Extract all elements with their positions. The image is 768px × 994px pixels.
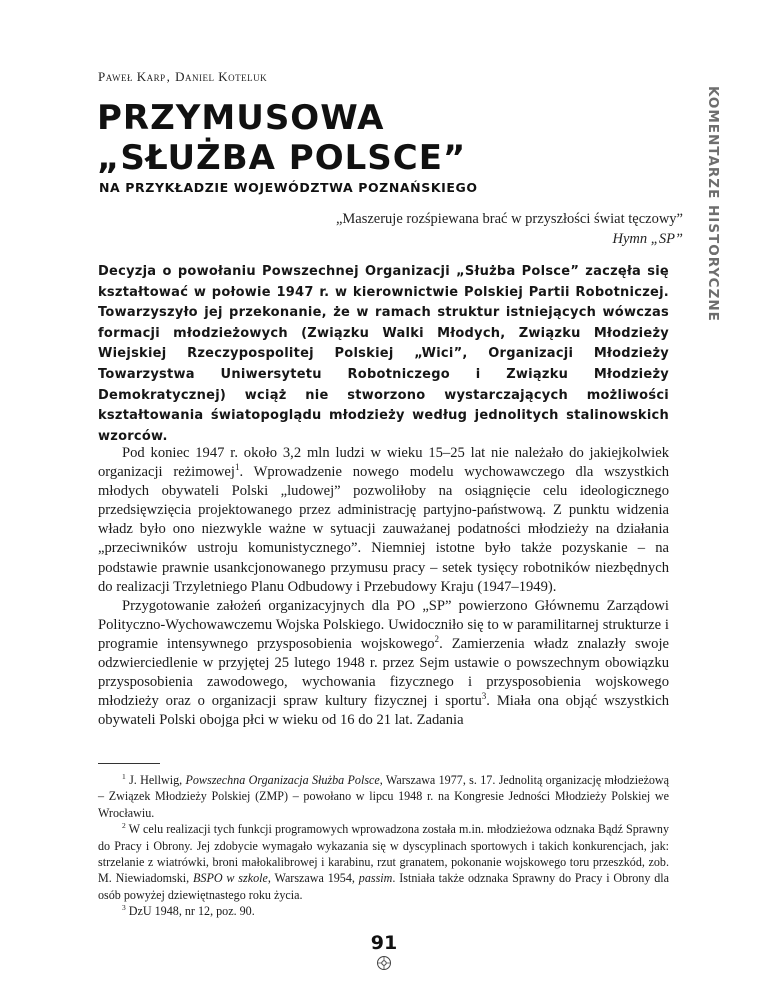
- footnote-number: 3: [122, 903, 126, 913]
- page-number: 91: [370, 932, 398, 954]
- title-line-2: „SŁUŻBA POLSCE”: [97, 138, 467, 178]
- footnote-2: [98, 821, 669, 903]
- author-2: Daniel Koteluk: [175, 69, 268, 84]
- title-line-1: PRZYMUSOWA: [97, 98, 385, 138]
- body-text-run: . Miała ona objąć wszystkich obywateli Polski obojga płci w wieku od 16 do 21 lat. Zadania: [98, 693, 670, 729]
- footnote-title: Powszechna Organizacja Służba Polsce: [185, 773, 380, 787]
- footnote-text: , Warszawa 1954,: [267, 871, 359, 886]
- section-side-label: KOMENTARZE HISTORYCZNE: [705, 86, 721, 322]
- author-separator: ,: [166, 69, 175, 84]
- footnote-title: BSPO w szkole: [193, 871, 268, 886]
- authors-line: [98, 69, 267, 85]
- article-subtitle: NA PRZYKŁADZIE WOJEWÓDZTWA POZNAŃSKIEGO: [99, 180, 478, 195]
- footnote-text: W celu realizacji tych funkcji programowych wprowadzona została m.in. młodzieżowa odznaka Bądź Sprawny do Pracy i Obrony. Jej zdobycie wymagało wykazania się w dyscyplinach sportowych i takich konkurencjach, jak: strzelanie z wiatrówki, broni małokalibrowej i karabinu, rzut granatem, pokonanie wojskowego toru przeszkód, zob. M. Niewiadomski,: [98, 822, 670, 886]
- footnote-divider: [98, 763, 160, 764]
- body-text-run: . Wprowadzenie nowego modelu wychowawczego dla wszystkich młodych obywateli Polski „ludowej” pozwoliłoby na osiągnięcie celu ideologicznego przedsięwzięcia projektowanego przez administrację partyjno-państwową. Z punktu widzenia władz było ono niezwykle ważne w sytuacji zauważanej podatności młodzieży na działania „przeciwników ustroju komunistycznego”. Niemniej istotne było także pozyskanie – na podstawie prawnie usankcjonowanego przymusu pracy – setek tysięcy robotników niezbędnych do realizacji Trzyletniego Planu Odbudowy i Przebudowy Kraju (1947–1949).: [98, 464, 669, 595]
- lead-paragraph: Decyzja o powołaniu Powszechnej Organizacji „Służba Polsce” zaczęła się kształtować w połowie 1947 r. w kierownictwie Polskiej Partii Robotniczej. Towarzyszyło jej przekonanie, że w ramach struktur istniejących wówczas formacji młodzieżowych (Związku Walki Młodych, Związku Młodzieży Wiejskiej Rzeczypospolitej Polskiej „Wici”, Organizacji Młodzieży Towarzystwa Uniwersytetu Robotniczego i Związku Młodzieży Demokratycznej) wciąż nie stworzono wystarczających możliwości kształtowania światopoglądu młodzieży według jednolitych stalinowskich wzorców.: [98, 264, 669, 444]
- body-text-run: Pod koniec 1947 r. około 3,2 mln ludzi w wieku 15–25 lat nie należało do jakiejkolwiek organizacji reżimowej: [98, 445, 669, 481]
- rosette-icon: [376, 955, 392, 971]
- footnote-number: 1: [122, 771, 126, 781]
- body-paragraph-1: [98, 444, 669, 597]
- footnote-3: [98, 903, 669, 919]
- footnote-text: DzU 1948, nr 12, poz. 90.: [128, 904, 255, 919]
- footnote-number: 2: [122, 821, 126, 831]
- footnote-ref-1: 1: [234, 462, 240, 473]
- body-text-run: Przygotowanie założeń organizacyjnych dla PO „SP” powierzono Głównemu Zarządowi Polityczno-Wychowawczemu Wojska Polskiego. Uwidoczniło się to w paramilitarnej strukturze i programie intensywnego przysposobienia wojskowego: [98, 597, 669, 652]
- article-title: [97, 98, 466, 178]
- footnote-ref-2: 2: [434, 634, 440, 645]
- epigraph: [336, 209, 683, 249]
- footnote-text: , Warszawa 1977, s. 17. Jednolitą organizację młodzieżową – Związek Młodzieży Polskiej (ZMP) – powołano w lipcu 1948 r. na Kongresie Jedności Młodzieży Polskiej we Wrocławiu.: [98, 773, 669, 820]
- footnote-text: . Istniała także odznaka Sprawny do Pracy i Obrony dla osób powyżej dziewiętnastego roku życia.: [98, 871, 669, 902]
- epigraph-quote: „Maszeruje rozśpiewana brać w przyszłości świat tęczowy”: [335, 211, 683, 227]
- footnote-passim: passim: [358, 871, 393, 886]
- epigraph-source: Hymn „SP”: [612, 231, 683, 247]
- body-paragraph-2: [98, 597, 669, 731]
- footnote-ref-3: 3: [481, 691, 487, 702]
- body-text-run: . Zamierzenia władz znalazły swoje odzwierciedlenie w przyjętej 25 lutego 1948 r. przez Sejm ustawie o powszechnym obowiązku przysposobienia zawodowego, wychowania fizycznego i przysposobienia wojskowego młodzieży oraz o organizacji spraw kultury fizycznej i sportu: [98, 635, 670, 710]
- footnote-text: J. Hellwig,: [129, 773, 186, 787]
- body-text: [98, 444, 669, 730]
- footnotes: [98, 772, 669, 920]
- author-1: Paweł Karp: [98, 69, 166, 84]
- footnote-1: [98, 772, 669, 821]
